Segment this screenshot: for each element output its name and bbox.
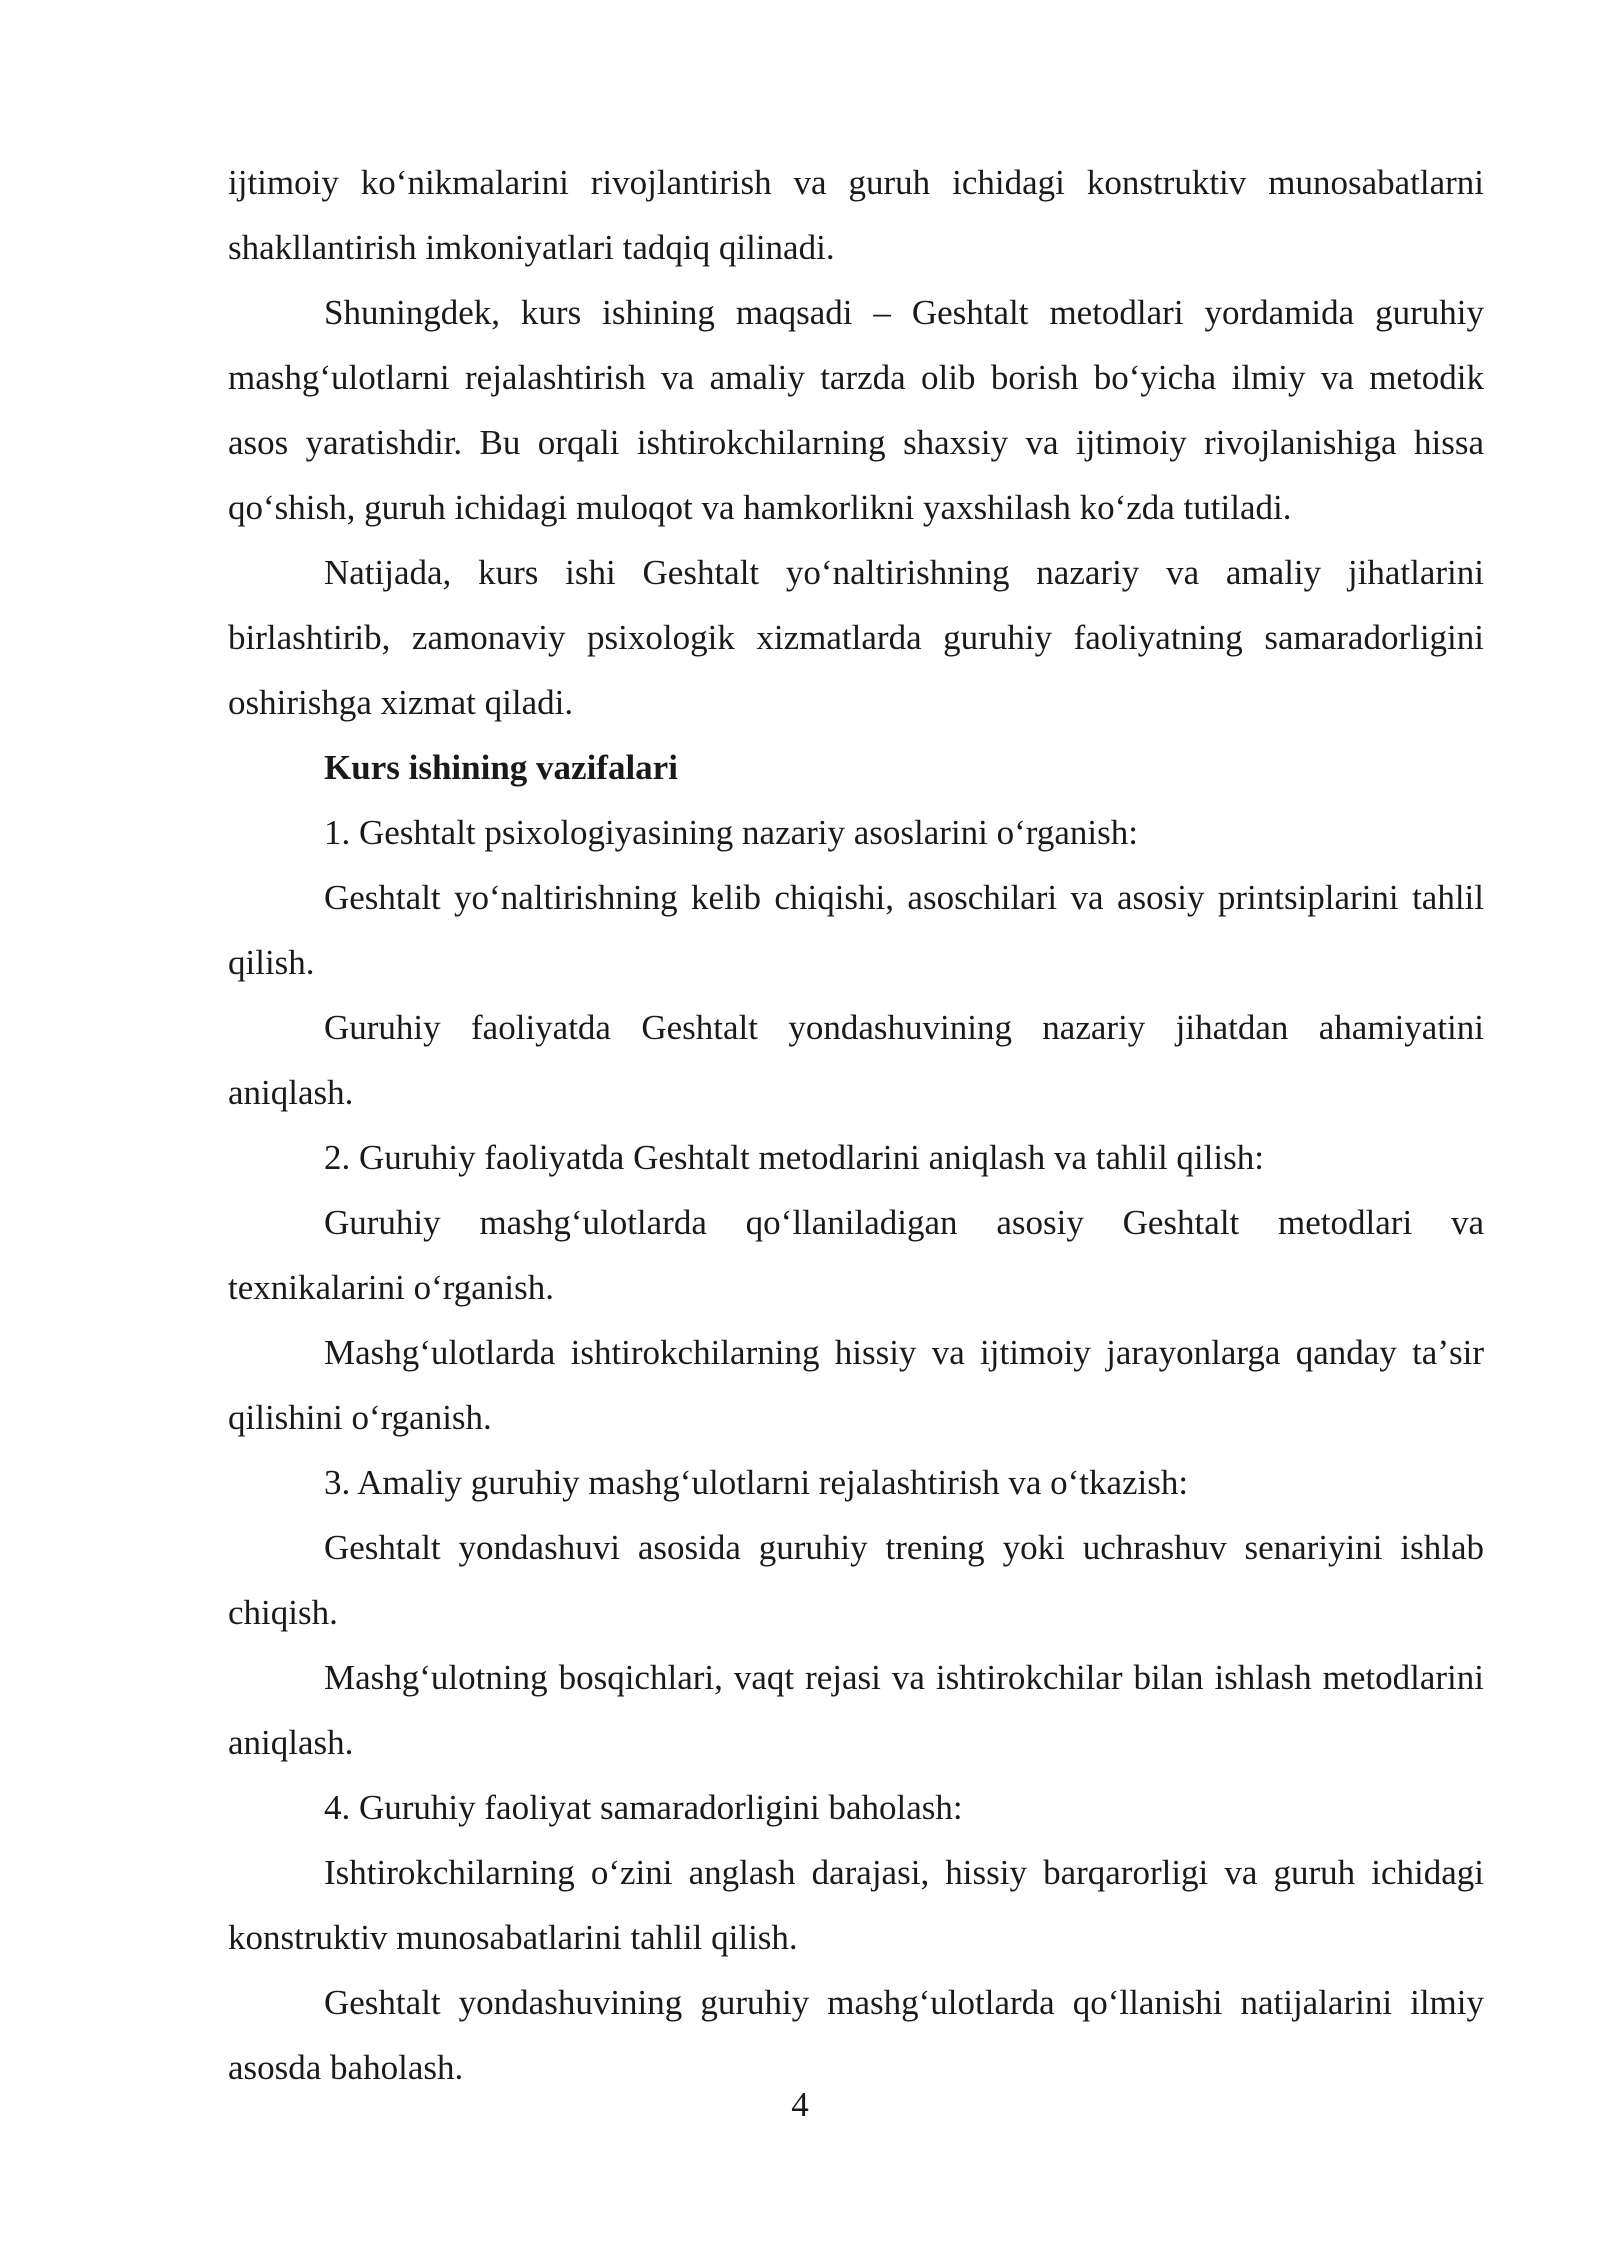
page-body xyxy=(228,150,1484,2100)
task-detail: Geshtalt yondashuvi asosida guruhiy trening yoki uchrashuv senariyini ishlab chiqish. xyxy=(228,1528,1484,1632)
task-detail: Ishtirokchilarning oʻzini anglash darajasi, hissiy barqarorligi va guruh ichidagi konstruktiv munosabatlarini tahlil qilish. xyxy=(228,1853,1484,1957)
task-item-1: 1. Geshtalt psixologiyasining nazariy asoslarini oʻrganish: xyxy=(324,813,1138,852)
paragraph-aim: Shuningdek, kurs ishining maqsadi – Geshtalt metodlari yordamida guruhiy mashgʻulotlarni rejalashtirish va amaliy tarzda olib borish boʻyicha ilmiy va metodik asos yaratishdir. Bu orqali ishtirokchilarning shaxsiy va ijtimoiy rivojlanishiga hissa qoʻshish, guruh ichidagi muloqot va hamkorlikni yaxshilash koʻzda tutiladi. xyxy=(228,293,1484,527)
task-item-4: 4. Guruhiy faoliyat samaradorligini baholash: xyxy=(324,1788,963,1827)
task-detail: Geshtalt yondashuvining guruhiy mashgʻulotlarda qoʻllanishi natijalarini ilmiy asosda baholash. xyxy=(228,1983,1484,2087)
paragraph-conclusion: Natijada, kurs ishi Geshtalt yoʻnaltirishning nazariy va amaliy jihatlarini birlashtirib, zamonaviy psixologik xizmatlarda guruhiy faoliyatning samaradorligini oshirishga xizmat qiladi. xyxy=(228,553,1484,722)
page-number: 4 xyxy=(791,2085,809,2124)
task-detail: Geshtalt yoʻnaltirishning kelib chiqishi, asoschilari va asosiy printsiplarini tahlil qilish. xyxy=(228,878,1484,982)
task-item-2: 2. Guruhiy faoliyatda Geshtalt metodlarini aniqlash va tahlil qilish: xyxy=(324,1138,1264,1177)
paragraph-continuation: ijtimoiy koʻnikmalarini rivojlantirish va guruh ichidagi konstruktiv munosabatlarni shakllantirish imkoniyatlari tadqiq qilinadi. xyxy=(228,163,1484,267)
task-detail: Guruhiy mashgʻulotlarda qoʻllaniladigan asosiy Geshtalt metodlari va texnikalarini oʻrganish. xyxy=(228,1203,1484,1307)
task-detail: Guruhiy faoliyatda Geshtalt yondashuvining nazariy jihatdan ahamiyatini aniqlash. xyxy=(228,1008,1484,1112)
task-detail: Mashgʻulotning bosqichlari, vaqt rejasi va ishtirokchilar bilan ishlash metodlarini aniqlash. xyxy=(228,1658,1484,1762)
task-item-3: 3. Amaliy guruhiy mashgʻulotlarni rejalashtirish va oʻtkazish: xyxy=(324,1463,1189,1502)
task-detail: Mashgʻulotlarda ishtirokchilarning hissiy va ijtimoiy jarayonlarga qanday taʼsir qilishini oʻrganish. xyxy=(228,1333,1484,1437)
section-heading: Kurs ishining vazifalari xyxy=(324,748,678,787)
